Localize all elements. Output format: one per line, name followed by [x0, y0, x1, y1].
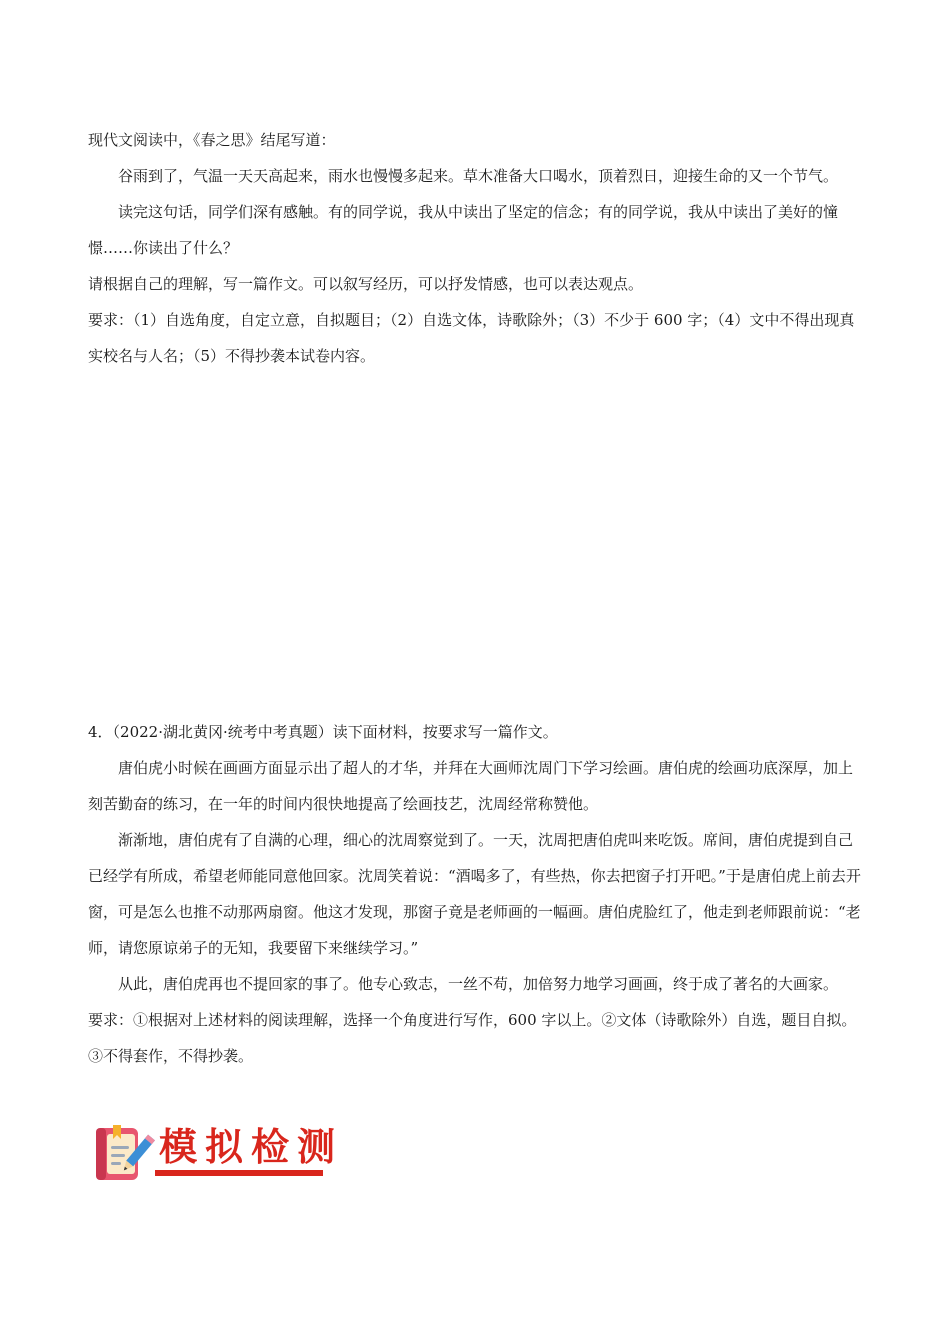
requirements-line: 要求：（1）自选角度，自定立意，自拟题目；（2）自选文体，诗歌除外；（3）不少于 600 字；（4）文中不得出现真实校名与人名；（5）不得抄袭本试卷内容。: [88, 311, 855, 365]
material-paragraph-2: 渐渐地，唐伯虎有了自满的心理，细心的沈周察觉到了。一天，沈周把唐伯虎叫来吃饭。席间，唐伯虎提到自己已经学有所成，希望老师能同意他回家。沈周笑着说：“酒喝多了，有些热，你去把窗子打开吧。”于是唐伯虎上前去开窗，可是怎么也推不动那两扇窗。他这才发现，那窗子竟是老师画的一幅画。唐伯虎脸红了，他走到老师跟前说：“老师，请您原谅弟子的无知，我要留下来继续学习。”: [88, 831, 861, 957]
task-line: 请根据自己的理解，写一篇作文。可以叙写经历，可以抒发情感，也可以表达观点。: [88, 275, 644, 293]
essay-prompt-3: [88, 122, 862, 374]
badge-underline: [155, 1170, 323, 1176]
notebook-pencil-icon: [93, 1122, 155, 1184]
reflection-paragraph: 读完这句话，同学们深有感触。有的同学说，我从中读出了坚定的信念；有的同学说，我从中读出了美好的憧憬……你读出了什么？: [88, 203, 839, 257]
requirements-line: 要求：①根据对上述材料的阅读理解，选择一个角度进行写作，600 字以上。②文体（诗歌除外）自选，题目自拟。③不得套作，不得抄袭。: [88, 1011, 857, 1065]
question-header: 4．（2022·湖北黄冈·统考中考真题）读下面材料，按要求写一篇作文。: [88, 723, 558, 741]
quoted-passage: 谷雨到了，气温一天天高起来，雨水也慢慢多起来。草木准备大口喝水，顶着烈日，迎接生命的又一个节气。: [118, 167, 839, 185]
material-paragraph-1: 唐伯虎小时候在画画方面显示出了超人的才华，并拜在大画师沈周门下学习绘画。唐伯虎的绘画功底深厚，加上刻苦勤奋的练习，在一年的时间内很快地提高了绘画技艺，沈周经常称赞他。: [88, 759, 854, 813]
essay-prompt-4: [88, 714, 862, 1074]
badge-label: 模拟检测: [159, 1125, 344, 1169]
mock-test-badge: [93, 1122, 344, 1184]
material-paragraph-3: 从此，唐伯虎再也不提回家的事了。他专心致志，一丝不苟，加倍努力地学习画画，终于成了著名的大画家。: [118, 975, 839, 993]
intro-line: 现代文阅读中，《春之思》结尾写道：: [88, 131, 336, 149]
